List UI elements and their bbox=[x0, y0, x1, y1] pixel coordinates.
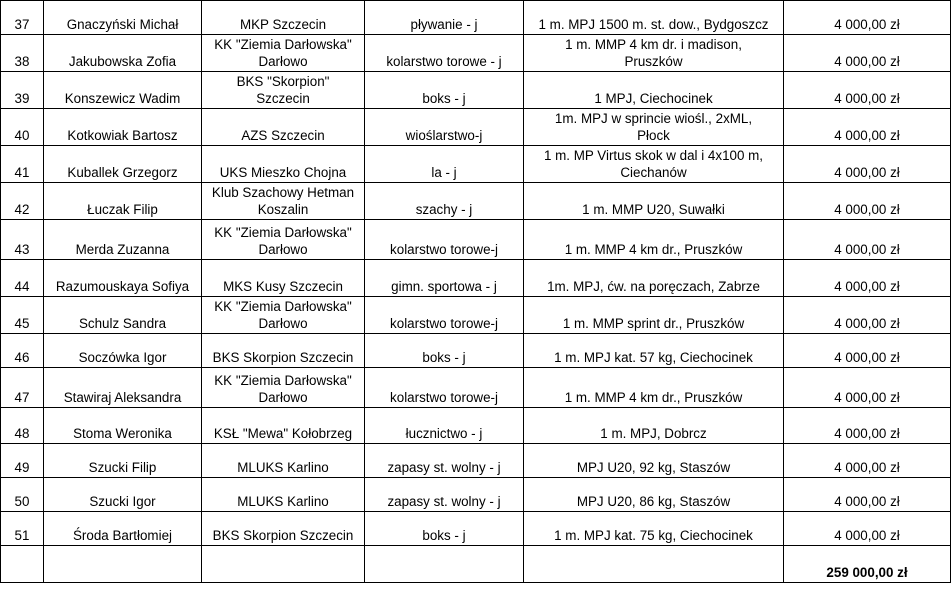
club-name-line: Szczecin bbox=[256, 91, 310, 106]
total-amount: 259 000,00 zł bbox=[784, 546, 951, 583]
club-name-line: MKS Kusy Szczecin bbox=[223, 279, 343, 294]
club-name bbox=[202, 260, 365, 297]
achievement-line: Pruszków bbox=[624, 54, 683, 69]
achievement-line: 1 m. MPJ 1500 m. st. dow., Bydgoszcz bbox=[538, 17, 769, 32]
row-number: 39 bbox=[1, 72, 44, 109]
club-name bbox=[202, 408, 365, 444]
club-name bbox=[202, 334, 365, 368]
achievement-line: MPJ U20, 92 kg, Staszów bbox=[576, 460, 731, 475]
club-name-line: MLUKS Karlino bbox=[237, 460, 329, 475]
table-row bbox=[1, 220, 951, 260]
club-name-line: BKS "Skorpion" bbox=[236, 74, 330, 89]
achievement bbox=[524, 478, 784, 512]
row-number: 41 bbox=[1, 146, 44, 183]
athlete-name: Merda Zuzanna bbox=[44, 220, 202, 260]
achievement-line: 1 m. MPJ kat. 75 kg, Ciechocinek bbox=[554, 528, 753, 543]
club-name bbox=[202, 368, 365, 408]
row-number: 50 bbox=[1, 478, 44, 512]
achievement-line: 1 m. MMP sprint dr., Pruszków bbox=[562, 316, 745, 331]
sport-discipline: zapasy st. wolny - j bbox=[365, 444, 524, 478]
row-number: 47 bbox=[1, 368, 44, 408]
achievement bbox=[524, 368, 784, 408]
row-number: 51 bbox=[1, 512, 44, 546]
achievement-line: 1m. MPJ w sprincie wiośl., 2xML, bbox=[554, 111, 753, 126]
sport-discipline: kolarstwo torowe-j bbox=[365, 297, 524, 334]
club-name-line: MLUKS Karlino bbox=[237, 494, 329, 509]
sport-discipline: boks - j bbox=[365, 72, 524, 109]
club-name bbox=[202, 297, 365, 334]
achievement bbox=[524, 1, 784, 35]
achievement-line: 1m. MPJ, ćw. na poręczach, Zabrze bbox=[547, 279, 760, 294]
empty-cell bbox=[44, 546, 202, 583]
athlete-name: Stawiraj Aleksandra bbox=[44, 368, 202, 408]
empty-cell bbox=[1, 546, 44, 583]
achievement bbox=[524, 146, 784, 183]
club-name-line: KSŁ "Mewa" Kołobrzeg bbox=[213, 426, 353, 441]
achievement bbox=[524, 183, 784, 220]
award-amount: 4 000,00 zł bbox=[784, 297, 951, 334]
club-name-line: UKS Mieszko Chojna bbox=[219, 165, 347, 180]
achievement bbox=[524, 109, 784, 146]
club-name-line: Darłowo bbox=[258, 316, 308, 331]
athlete-name: Gnaczyński Michał bbox=[44, 1, 202, 35]
table-row bbox=[1, 478, 951, 512]
award-amount: 4 000,00 zł bbox=[784, 512, 951, 546]
achievement bbox=[524, 334, 784, 368]
achievement-line: 1 m. MPJ kat. 57 kg, Ciechocinek bbox=[554, 350, 753, 365]
club-name bbox=[202, 146, 365, 183]
row-number: 44 bbox=[1, 260, 44, 297]
sport-discipline: boks - j bbox=[365, 334, 524, 368]
club-name-line: KK "Ziemia Darłowska" bbox=[214, 37, 352, 52]
club-name-line: MKP Szczecin bbox=[239, 17, 327, 32]
achievement-line: Ciechanów bbox=[620, 165, 687, 180]
sport-discipline: boks - j bbox=[365, 512, 524, 546]
row-number: 43 bbox=[1, 220, 44, 260]
club-name-line: Klub Szachowy Hetman bbox=[211, 185, 355, 200]
club-name bbox=[202, 478, 365, 512]
athlete-name: Łuczak Filip bbox=[44, 183, 202, 220]
achievement-line: Płock bbox=[637, 128, 670, 143]
table-row bbox=[1, 297, 951, 334]
club-name-line: AZS Szczecin bbox=[241, 128, 325, 143]
achievement-line: 1 m. MMP 4 km dr. i madison, bbox=[565, 37, 742, 52]
athlete-name: Kuballek Grzegorz bbox=[44, 146, 202, 183]
award-amount: 4 000,00 zł bbox=[784, 1, 951, 35]
achievement-line: MPJ U20, 86 kg, Staszów bbox=[576, 494, 731, 509]
award-amount: 4 000,00 zł bbox=[784, 260, 951, 297]
total-row bbox=[1, 546, 951, 583]
sport-discipline: kolarstwo torowe - j bbox=[365, 35, 524, 72]
award-amount: 4 000,00 zł bbox=[784, 72, 951, 109]
club-name-line: Darłowo bbox=[258, 242, 308, 257]
achievement-line: 1 m. MMP 4 km dr., Pruszków bbox=[564, 390, 743, 405]
row-number: 45 bbox=[1, 297, 44, 334]
row-number: 37 bbox=[1, 1, 44, 35]
achievement-line: 1 MPJ, Ciechocinek bbox=[594, 91, 713, 106]
award-amount: 4 000,00 zł bbox=[784, 444, 951, 478]
club-name bbox=[202, 109, 365, 146]
club-name-line: Darłowo bbox=[258, 54, 308, 69]
sport-discipline: wioślarstwo-j bbox=[365, 109, 524, 146]
table-row bbox=[1, 260, 951, 297]
award-amount: 4 000,00 zł bbox=[784, 220, 951, 260]
empty-cell bbox=[365, 546, 524, 583]
sport-discipline: łucznictwo - j bbox=[365, 408, 524, 444]
club-name-line: Koszalin bbox=[257, 202, 309, 217]
table-row bbox=[1, 408, 951, 444]
achievement bbox=[524, 512, 784, 546]
table-row bbox=[1, 72, 951, 109]
athlete-name: Stoma Weronika bbox=[44, 408, 202, 444]
sport-discipline: pływanie - j bbox=[365, 1, 524, 35]
row-number: 48 bbox=[1, 408, 44, 444]
award-amount: 4 000,00 zł bbox=[784, 478, 951, 512]
club-name-line: BKS Skorpion Szczecin bbox=[212, 528, 354, 543]
table-row bbox=[1, 183, 951, 220]
athlete-name: Jakubowska Zofia bbox=[44, 35, 202, 72]
table-row bbox=[1, 146, 951, 183]
table-row bbox=[1, 35, 951, 72]
achievement-line: 1 m. MPJ, Dobrcz bbox=[600, 426, 707, 441]
achievement bbox=[524, 72, 784, 109]
athlete-name: Szucki Igor bbox=[44, 478, 202, 512]
achievement bbox=[524, 260, 784, 297]
award-amount: 4 000,00 zł bbox=[784, 334, 951, 368]
table-row bbox=[1, 109, 951, 146]
achievement bbox=[524, 220, 784, 260]
table-row bbox=[1, 1, 951, 35]
club-name bbox=[202, 220, 365, 260]
table-row bbox=[1, 444, 951, 478]
athlete-name: Kotkowiak Bartosz bbox=[44, 109, 202, 146]
empty-cell bbox=[524, 546, 784, 583]
athlete-name: Konszewicz Wadim bbox=[44, 72, 202, 109]
table-row bbox=[1, 368, 951, 408]
club-name bbox=[202, 35, 365, 72]
award-amount: 4 000,00 zł bbox=[784, 146, 951, 183]
achievement bbox=[524, 408, 784, 444]
row-number: 46 bbox=[1, 334, 44, 368]
table-row bbox=[1, 334, 951, 368]
sport-discipline: gimn. sportowa - j bbox=[365, 260, 524, 297]
club-name-line: KK "Ziemia Darłowska" bbox=[214, 373, 352, 388]
achievement bbox=[524, 297, 784, 334]
empty-cell bbox=[202, 546, 365, 583]
award-amount: 4 000,00 zł bbox=[784, 183, 951, 220]
award-amount: 4 000,00 zł bbox=[784, 109, 951, 146]
achievement bbox=[524, 35, 784, 72]
club-name bbox=[202, 1, 365, 35]
athlete-name: Soczówka Igor bbox=[44, 334, 202, 368]
club-name-line: BKS Skorpion Szczecin bbox=[212, 350, 354, 365]
club-name bbox=[202, 444, 365, 478]
club-name bbox=[202, 72, 365, 109]
club-name-line: Darłowo bbox=[258, 390, 308, 405]
sport-discipline: kolarstwo torowe-j bbox=[365, 220, 524, 260]
athlete-name: Razumouskaya Sofiya bbox=[44, 260, 202, 297]
sport-discipline: la - j bbox=[365, 146, 524, 183]
achievement-line: 1 m. MP Virtus skok w dal i 4x100 m, bbox=[543, 148, 764, 163]
row-number: 49 bbox=[1, 444, 44, 478]
row-number: 38 bbox=[1, 35, 44, 72]
athlete-name: Szucki Filip bbox=[44, 444, 202, 478]
award-amount: 4 000,00 zł bbox=[784, 408, 951, 444]
club-name bbox=[202, 512, 365, 546]
sport-discipline: szachy - j bbox=[365, 183, 524, 220]
club-name-line: KK "Ziemia Darłowska" bbox=[214, 299, 352, 314]
sport-discipline: zapasy st. wolny - j bbox=[365, 478, 524, 512]
sport-discipline: kolarstwo torowe-j bbox=[365, 368, 524, 408]
achievement bbox=[524, 444, 784, 478]
achievement-line: 1 m. MMP 4 km dr., Pruszków bbox=[564, 242, 743, 257]
club-name bbox=[202, 183, 365, 220]
achievement-line: 1 m. MMP U20, Suwałki bbox=[582, 202, 725, 217]
athlete-name: Środa Bartłomiej bbox=[44, 512, 202, 546]
athlete-name: Schulz Sandra bbox=[44, 297, 202, 334]
awards-table-body bbox=[1, 1, 951, 583]
club-name-line: KK "Ziemia Darłowska" bbox=[214, 225, 352, 240]
row-number: 40 bbox=[1, 109, 44, 146]
award-amount: 4 000,00 zł bbox=[784, 368, 951, 408]
award-amount: 4 000,00 zł bbox=[784, 35, 951, 72]
row-number: 42 bbox=[1, 183, 44, 220]
table-row bbox=[1, 512, 951, 546]
